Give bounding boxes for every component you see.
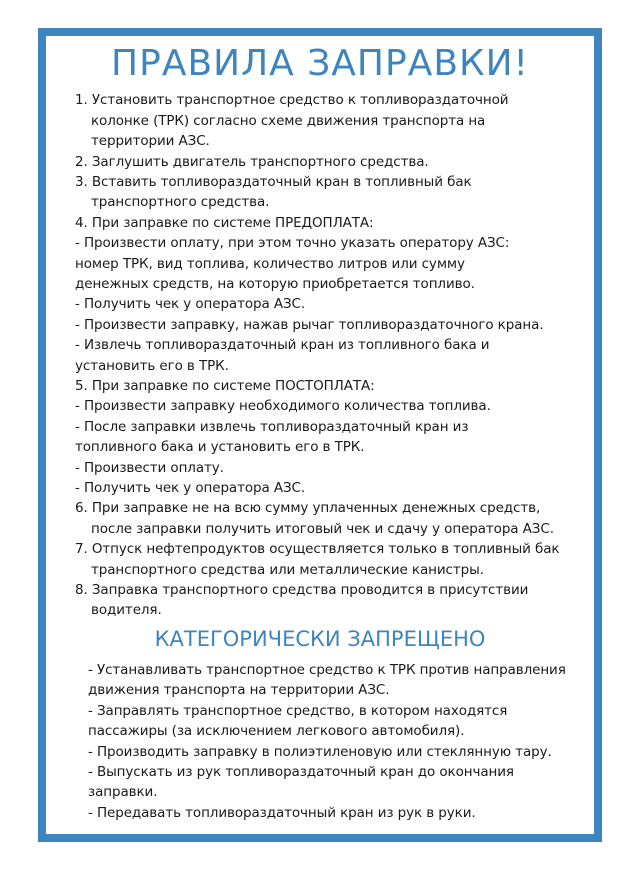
rule-line: 7. Отпуск нефтепродуктов осуществляется только в топливный бак bbox=[75, 541, 560, 557]
rule-line: территории АЗС. bbox=[91, 133, 210, 149]
prohibited-line: - Производить заправку в полиэтиленовую или стеклянную тару. bbox=[88, 744, 552, 760]
rule-line: транспортного средства или металлические канистры. bbox=[91, 562, 484, 578]
rule-line: - Извлечь топливораздаточный кран из топливного бака и bbox=[75, 337, 490, 353]
rule-line: колонке (ТРК) согласно схеме движения транспорта на bbox=[91, 113, 486, 129]
rule-line: - Произвести заправку необходимого количества топлива. bbox=[75, 398, 491, 414]
prohibited-line: - Устанавливать транспортное средство к ТРК против направления bbox=[88, 662, 566, 678]
rule-line: 4. При заправке по системе ПРЕДОПЛАТА: bbox=[75, 215, 374, 231]
prohibited-line: заправки. bbox=[88, 784, 158, 800]
prohibited-line: пассажиры (за исключением легкового автомобиля). bbox=[88, 723, 465, 739]
rule-line: 1. Установить транспортное средство к топливораздаточной bbox=[75, 92, 509, 108]
rule-line: денежных средств, на которую приобретается топливо. bbox=[75, 276, 475, 292]
rule-line: - Произвести оплату. bbox=[75, 460, 224, 476]
rule-line: установить его в ТРК. bbox=[75, 358, 229, 374]
rule-line: - Получить чек у оператора АЗС. bbox=[75, 480, 306, 496]
page-title: ПРАВИЛА ЗАПРАВКИ! bbox=[111, 43, 529, 84]
rule-line: номер ТРК, вид топлива, количество литров или сумму bbox=[75, 256, 465, 272]
prohibited-line: - Выпускать из рук топливораздаточный кран до окончания bbox=[88, 764, 514, 780]
prohibited-heading: КАТЕГОРИЧЕСКИ ЗАПРЕЩЕНО bbox=[154, 627, 486, 651]
rule-line: топливного бака и установить его в ТРК. bbox=[75, 439, 365, 455]
rule-line: - Произвести оплату, при этом точно указать оператору АЗС: bbox=[75, 235, 510, 251]
rule-line: 2. Заглушить двигатель транспортного средства. bbox=[75, 154, 429, 170]
rule-line: водителя. bbox=[91, 602, 162, 618]
rule-line: - После заправки извлечь топливораздаточный кран из bbox=[75, 419, 469, 435]
rule-line: после заправки получить итоговый чек и сдачу у оператора АЗС. bbox=[91, 521, 554, 537]
prohibited-line: - Заправлять транспортное средство, в котором находятся bbox=[88, 703, 508, 719]
rule-line: 8. Заправка транспортного средства проводится в присутствии bbox=[75, 582, 529, 598]
rule-line: - Получить чек у оператора АЗС. bbox=[75, 296, 306, 312]
prohibited-line: - Передавать топливораздаточный кран из рук в руки. bbox=[88, 805, 476, 821]
rule-line: 6. При заправке не на всю сумму уплаченных денежных средств, bbox=[75, 500, 541, 516]
prohibited-line: движения транспорта на территории АЗС. bbox=[88, 682, 390, 698]
rule-line: 3. Вставить топливораздаточный кран в топливный бак bbox=[75, 174, 472, 190]
rule-line: транспортного средства. bbox=[91, 194, 270, 210]
rule-line: - Произвести заправку, нажав рычаг топливораздаточного крана. bbox=[75, 317, 544, 333]
rule-line: 5. При заправке по системе ПОСТОПЛАТА: bbox=[75, 378, 375, 394]
